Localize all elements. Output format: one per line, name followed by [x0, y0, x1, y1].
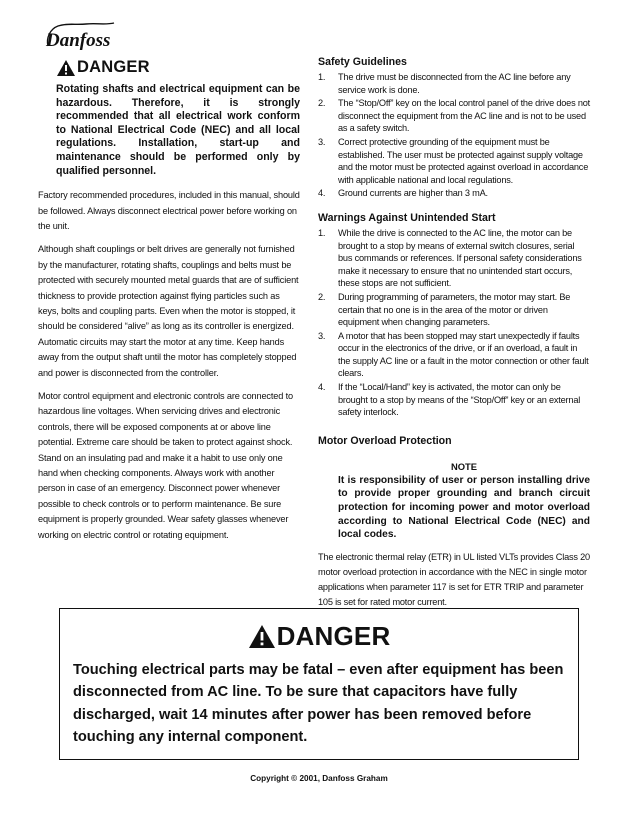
- danger-box-heading: [60, 621, 578, 652]
- list-item: [318, 97, 590, 135]
- list-item: [318, 71, 590, 96]
- list-number: 4.: [318, 382, 326, 393]
- note-heading: NOTE: [450, 460, 478, 472]
- right-column: [318, 56, 590, 611]
- safety-list: [318, 71, 590, 200]
- section-title-overload: Motor Overload Protection: [318, 434, 452, 447]
- list-text: Correct protective grounding of the equipment must be established. The user must be protected against supply voltage and the motor must be protected against overload in accordance with applicable national and local regulations.: [338, 136, 589, 185]
- list-number: 3.: [318, 330, 326, 341]
- list-number: 4.: [318, 188, 326, 199]
- list-item: [318, 381, 590, 419]
- list-text: A motor that has been stopped may start unexpectedly if faults occur in the electronics of the drive, or if an overload, a fault in the supply AC line or a fault in the motor connection or other fault clears.: [338, 330, 589, 379]
- etr-paragraph: The electronic thermal relay (ETR) in UL listed VLTs provides Class 20 motor overload protection in accordance with the NEC in single motor applications when parameter 117 is set for ETR TRIP and parameter 105 is set for rated motor current.: [318, 551, 590, 608]
- list-item: [318, 227, 590, 290]
- warnings-list: [318, 227, 590, 419]
- danger-label: DANGER: [77, 58, 150, 76]
- list-number: 1.: [318, 72, 326, 82]
- svg-text:Danfoss: Danfoss: [46, 30, 111, 51]
- warning-triangle-icon: [56, 59, 76, 77]
- warning-triangle-icon: [248, 624, 276, 649]
- paragraph: Factory recommended procedures, included in this manual, should be followed. Always disconnect electrical power before working on the unit.: [38, 190, 300, 231]
- paragraph: Motor control equipment and electronic controls are connected to hazardous line voltages. When servicing drives and electronic controls, there will be exposed components at or above line potential. Extreme care should be taken to protect against shock. Stand on an insulating pad and make it a habit to use only one hand when checking components. Always work with another person in case of an emergency. Disconnect power whenever possible to check controls or to perform maintenance. Be sure equipment is properly grounded. Wear safety glasses whenever working on electric control or rotating equipment.: [38, 391, 293, 540]
- list-item: [318, 136, 590, 186]
- list-text: While the drive is connected to the AC line, the motor can be brought to a stop by means of external switch closures, serial bus commands or references. If personal safety considerations make it necessary to ensure that no unintended start occurs, these stops are not sufficient.: [338, 227, 582, 289]
- list-number: 3.: [318, 136, 326, 147]
- danfoss-logo: [40, 20, 120, 54]
- list-text: The “Stop/Off” key on the local control panel of the drive does not disconnect the equipment from the AC line and is not to be used as a safety switch.: [338, 98, 591, 134]
- section-title-safety: Safety Guidelines: [318, 56, 407, 68]
- list-item: [318, 330, 590, 380]
- list-text: During programming of parameters, the motor may start. Be certain that no one is in the area of the motor or driven equipment when changing parameters.: [338, 291, 571, 328]
- danger-label: DANGER: [276, 621, 391, 651]
- list-number: 2.: [318, 291, 326, 302]
- left-column: [38, 58, 300, 551]
- list-item: [318, 291, 590, 329]
- list-number: 1.: [318, 227, 326, 238]
- paragraph: Although shaft couplings or belt drives are generally not furnished by the manufacturer, rotating shafts, couplings and belts must be protected with securely mounted metal guards that are of sufficient thickness to provide protection against flying particles such as keys, bolts and coupling parts. Even when the motor is stopped, it should be considered “alive” as long as its controller is energized. Automatic circuits may start the motor at any time. Keep hands away from the output shaft until the motor has completely stopped and power is disconnected from the controller.: [38, 244, 299, 378]
- list-item: [318, 187, 590, 200]
- list-text: The drive must be disconnected from the AC line before any service work is done.: [338, 72, 571, 95]
- list-text: Ground currents are higher than 3 mA.: [338, 188, 488, 199]
- list-text: If the “Local/Hand” key is activated, the motor can only be brought to a stop by means of the “Stop/Off” key or an external safety interlock.: [338, 382, 581, 418]
- danger-box-text: Touching electrical parts may be fatal – even after equipment has been disconnected from AC line. To be sure that capacitors have fully discharged, wait 14 minutes after power has been removed before touching any internal component.: [73, 662, 564, 746]
- danger-box: [59, 608, 579, 760]
- danger-heading-top: [56, 58, 300, 77]
- section-title-warnings: Warnings Against Unintended Start: [318, 211, 496, 224]
- note-text: It is responsibility of user or person installing drive to provide proper grounding and branch circuit protection for incoming power and motor overload according to National Electrical Code (NEC) and local codes.: [338, 474, 590, 541]
- list-number: 2.: [318, 98, 326, 109]
- copyright-footer: Copyright © 2001, Danfoss Graham: [250, 774, 388, 783]
- danger-warning-text: Rotating shafts and electrical equipment can be hazardous. Therefore, it is strongly recommended that all electrical work conform to National Electrical Code (NEC) and all local regulations. Installation, start-up and maintenance should be performed only by qualified personnel.: [56, 83, 300, 177]
